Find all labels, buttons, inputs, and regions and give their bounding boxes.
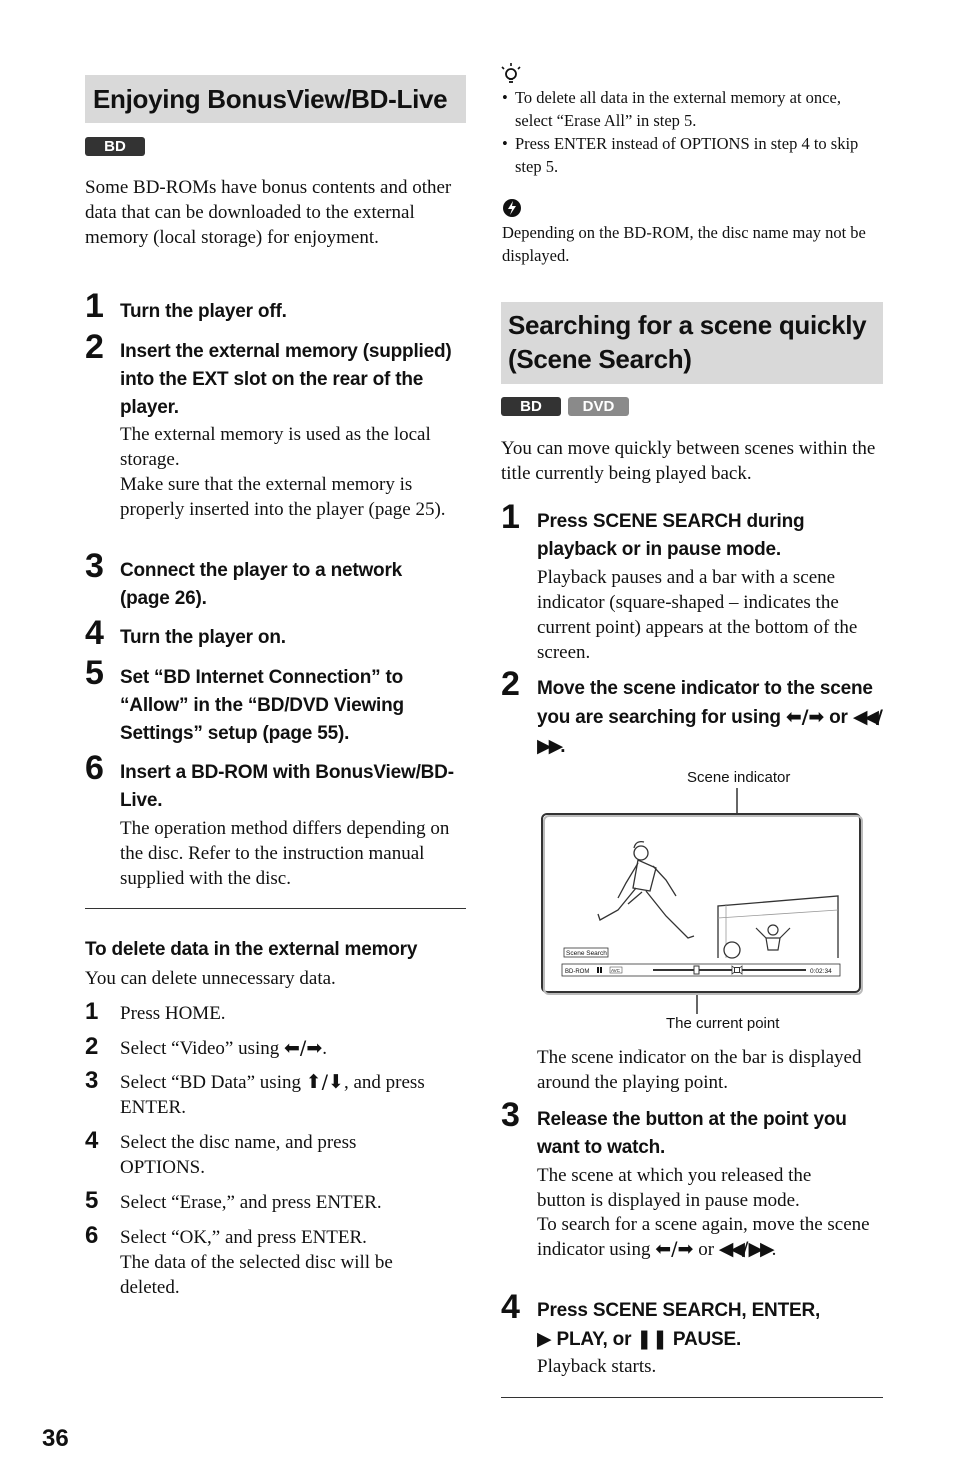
left-right-arrows-icon: ⬅/➡ <box>655 1238 694 1260</box>
substep-number: 2 <box>85 1033 99 1060</box>
subsection-intro: You can delete unnecessary data. <box>85 968 336 989</box>
step-title: Insert a BD-ROM with BonusView/BD-Live. <box>120 762 454 811</box>
step-body: Playback pauses and a bar with a scene indicator (square-shaped – indicates the current point) appears at the bottom of the screen. <box>537 567 858 663</box>
step-title: Connect the player to a network (page 26). <box>120 560 403 609</box>
step-number: 5 <box>85 654 104 692</box>
substep-text: Select the disc name, and press OPTIONS. <box>120 1132 357 1178</box>
substep-text-a: Select “BD Data” using <box>120 1072 306 1093</box>
bd-badge: BD <box>501 397 561 416</box>
step-number: 2 <box>85 328 104 366</box>
step-number: 3 <box>501 1096 520 1134</box>
step-title: Insert the external memory (supplied) into the EXT slot on the rear of the player. <box>120 341 452 418</box>
substep-text <box>120 1070 465 1120</box>
intro-text: You can move quickly between scenes within the title currently being played back. <box>501 438 876 484</box>
divider <box>501 1397 883 1398</box>
page-number: 36 <box>42 1425 69 1452</box>
step-number: 4 <box>85 614 104 652</box>
step-title: Release the button at the point you want to watch. <box>537 1109 847 1158</box>
step-title: Turn the player off. <box>120 301 287 322</box>
step-number: 4 <box>501 1288 520 1326</box>
substep-text <box>120 1036 465 1061</box>
play-icon: ▶ <box>537 1328 552 1350</box>
section-header-scene-search <box>501 302 883 384</box>
figure-caption-text: The scene indicator on the bar is displayed around the playing point. <box>537 1047 862 1093</box>
bd-badge: BD <box>85 137 145 156</box>
step-body: Make sure that the external memory is properly inserted into the player (page 25). <box>120 474 446 520</box>
up-down-arrows-icon: ⬆/⬇ <box>305 1071 344 1093</box>
note-text: Depending on the BD-ROM, the disc name may not be displayed. <box>502 223 866 265</box>
current-point-label: The current point <box>666 1015 780 1032</box>
step-body: Playback starts. <box>537 1356 657 1377</box>
scene-indicator-label: Scene indicator <box>687 769 791 786</box>
substep-number: 4 <box>85 1127 99 1154</box>
substep-number: 5 <box>85 1187 99 1214</box>
substep-text: Select “OK,” and press ENTER. <box>120 1227 367 1248</box>
scene-search-screen-illustration <box>538 788 868 1018</box>
substep-text: Press HOME. <box>120 1003 226 1024</box>
pause-icon: ❚❚ <box>636 1328 668 1350</box>
step-title: Move the scene indicator to the scene you are searching for using ⬅/➡ or ◀◀/▶▶. <box>537 678 880 757</box>
substep-text-2: The data of the selected disc will be deleted. <box>120 1252 393 1298</box>
rewind-forward-icon: ◀◀/▶▶ <box>537 706 880 757</box>
substep-number: 3 <box>85 1067 99 1094</box>
dvd-badge: DVD <box>568 397 629 416</box>
osd-codec-label: AVC <box>611 968 620 973</box>
lightbulb-icon <box>500 62 524 86</box>
osd-time-label: 0:02:34 <box>810 968 832 975</box>
substep-number: 1 <box>85 998 99 1025</box>
step-body: The external memory is used as the local storage. <box>120 424 431 470</box>
section-header-bonusview <box>85 75 466 123</box>
left-right-arrows-icon: ⬅/➡ <box>284 1037 323 1059</box>
substep-text-a: Select “Video” using <box>120 1038 285 1059</box>
note-icon <box>502 198 522 218</box>
step-number: 3 <box>85 547 104 585</box>
section-title-line1: Searching for a scene quickly <box>508 310 867 340</box>
step-number: 1 <box>85 287 104 325</box>
step-title: Press SCENE SEARCH during playback or in pause mode. <box>537 511 805 560</box>
ball-icon <box>724 942 740 958</box>
step-number: 2 <box>501 665 520 703</box>
step-body: The scene at which you released the button is displayed in pause mode. <box>537 1165 812 1211</box>
section-title: Enjoying BonusView/BD-Live <box>93 84 448 114</box>
step-number: 1 <box>501 498 520 536</box>
substep-text-b: . <box>322 1038 328 1059</box>
osd-scene-search-label: Scene Search <box>566 950 607 957</box>
section-title-line2: (Scene Search) <box>508 344 692 374</box>
rewind-forward-icon: ◀◀/ ▶▶ <box>718 1238 772 1260</box>
step-title: Press SCENE SEARCH, ENTER, ▶ PLAY, or ❚❚ PAUSE. <box>537 1300 821 1350</box>
step-number: 6 <box>85 749 104 787</box>
left-right-arrows-icon: ⬅/➡ <box>785 706 825 728</box>
substep-text-b: , and press ENTER. <box>120 1072 425 1118</box>
scene-indicator-icon <box>732 966 742 974</box>
tip-item: • To delete all data in the external memory at once, select “Erase All” in step 5. <box>502 88 841 130</box>
step-title: Turn the player on. <box>120 627 286 648</box>
subsection-title: To delete data in the external memory <box>85 939 418 960</box>
substep-text: Select “Erase,” and press ENTER. <box>120 1192 382 1213</box>
step-body: The operation method differs depending on the disc. Refer to the instruction manual supplied with the disc. <box>120 818 450 889</box>
step-title: Set “BD Internet Connection” to “Allow” in the “BD/DVD Viewing Settings” setup (page 55). <box>120 667 404 744</box>
step-body-2: To search for a scene again, move the scene indicator using ⬅/➡ or ◀◀/ ▶▶. <box>537 1214 870 1260</box>
divider <box>85 908 466 909</box>
tip-list <box>502 86 882 178</box>
tip-item: • Press ENTER instead of OPTIONS in step 4 to skip step 5. <box>502 134 859 176</box>
intro-text: Some BD-ROMs have bonus contents and other data that can be downloaded to the external memory (local storage) for enjoyment. <box>85 177 452 248</box>
osd-disc-label: BD-ROM <box>565 969 590 975</box>
substep-number: 6 <box>85 1222 99 1249</box>
